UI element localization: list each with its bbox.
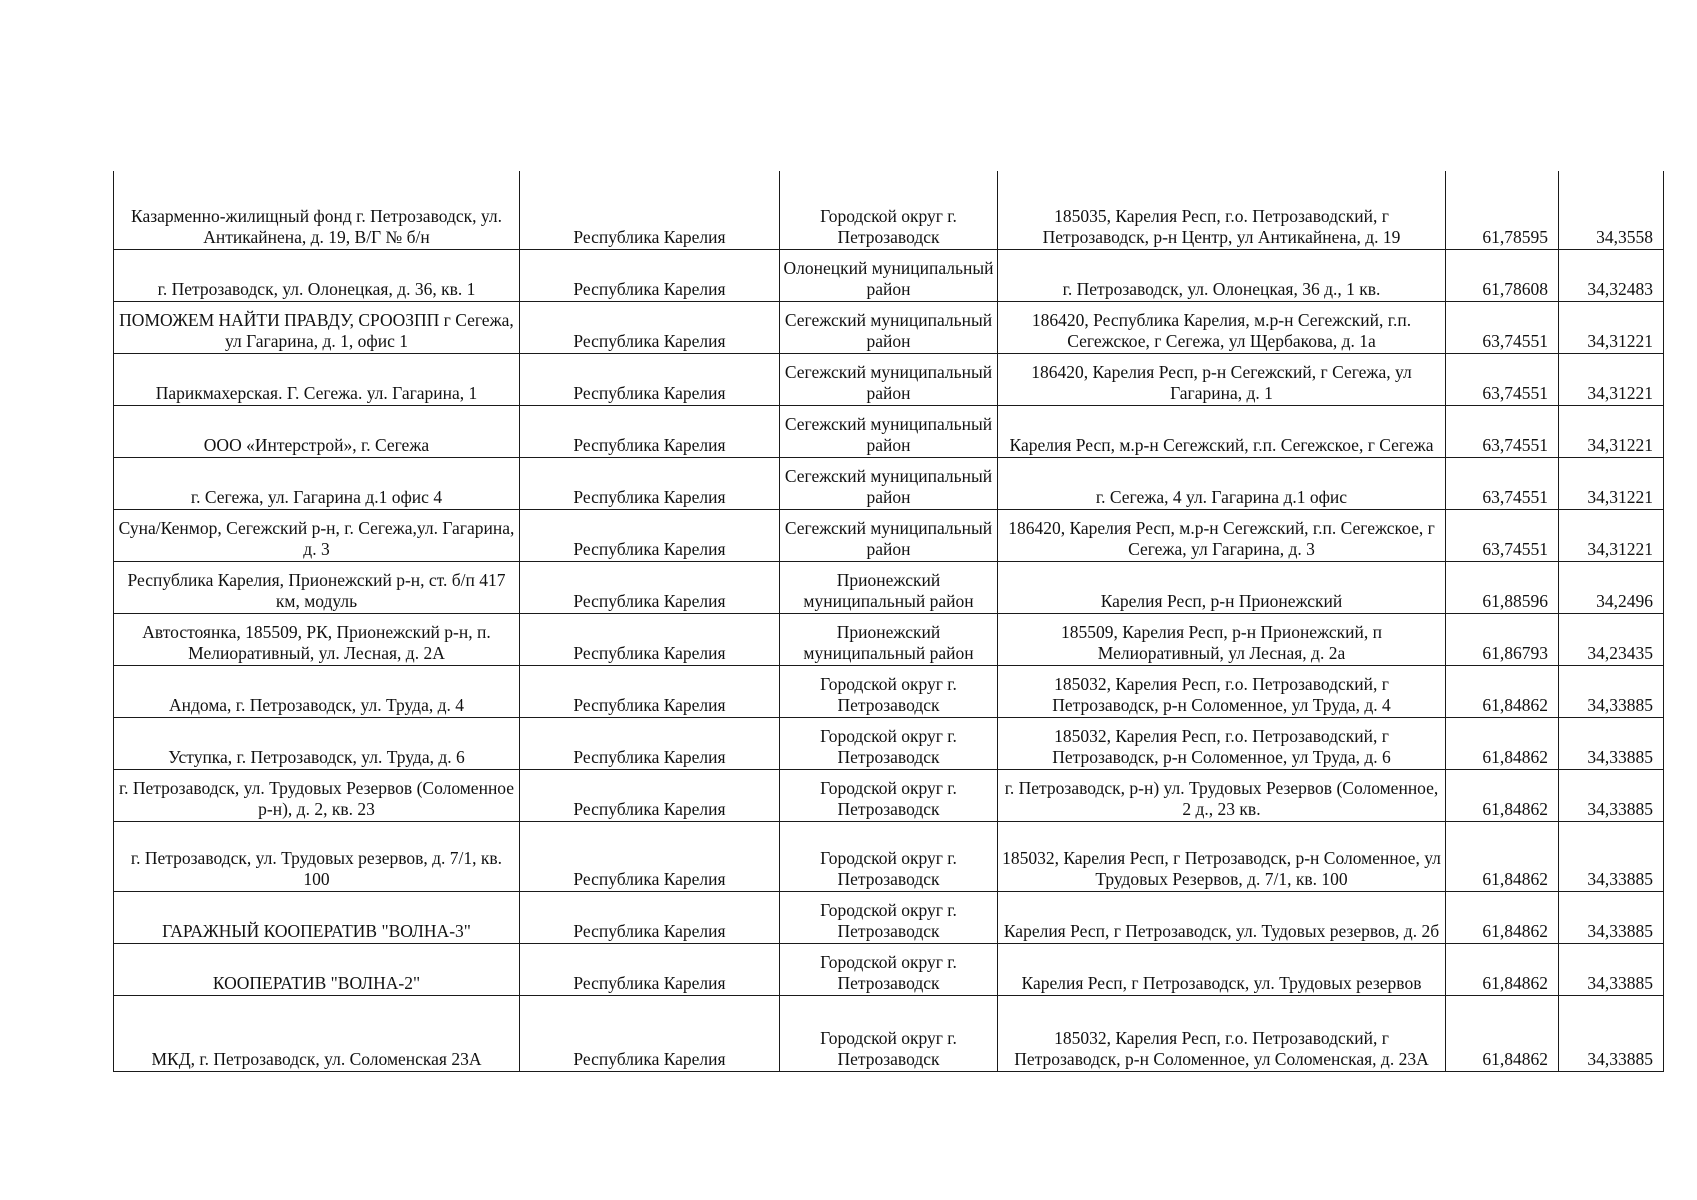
latitude-cell: 61,84862 <box>1446 821 1559 891</box>
address-cell: 185032, Карелия Респ, г Петрозаводск, р-н Соломенное, ул Трудовых Резервов, д. 7/1, кв. 100 <box>998 821 1446 891</box>
region-cell: Республика Карелия <box>520 301 780 353</box>
table-row <box>114 301 1664 353</box>
object-name-cell: г. Петрозаводск, ул. Олонецкая, д. 36, кв. 1 <box>114 249 520 301</box>
objects-table <box>113 171 1664 1072</box>
longitude-cell: 34,31221 <box>1559 509 1664 561</box>
address-cell: 186420, Республика Карелия, м.р-н Сегежский, г.п. Сегежское, г Сегежа, ул Щербакова, д. 1а <box>998 301 1446 353</box>
longitude-cell: 34,33885 <box>1559 665 1664 717</box>
latitude-cell: 63,74551 <box>1446 509 1559 561</box>
region-cell: Республика Карелия <box>520 943 780 995</box>
latitude-cell: 61,84862 <box>1446 769 1559 821</box>
municipality-cell: Городской округ г. Петрозаводск <box>780 769 998 821</box>
longitude-cell: 34,33885 <box>1559 995 1664 1071</box>
municipality-cell: Сегежский муниципальный район <box>780 301 998 353</box>
longitude-cell: 34,33885 <box>1559 891 1664 943</box>
object-name-cell: Парикмахерская. Г. Сегежа. ул. Гагарина, 1 <box>114 353 520 405</box>
municipality-cell: Городской округ г. Петрозаводск <box>780 891 998 943</box>
region-cell: Республика Карелия <box>520 665 780 717</box>
table-row <box>114 943 1664 995</box>
longitude-cell: 34,23435 <box>1559 613 1664 665</box>
municipality-cell: Городской округ г. Петрозаводск <box>780 943 998 995</box>
table-row <box>114 665 1664 717</box>
table-body <box>114 171 1664 1071</box>
region-cell: Республика Карелия <box>520 457 780 509</box>
region-cell: Республика Карелия <box>520 509 780 561</box>
table-row <box>114 457 1664 509</box>
table-row <box>114 769 1664 821</box>
latitude-cell: 61,84862 <box>1446 717 1559 769</box>
address-cell: 185509, Карелия Респ, р-н Прионежский, п Мелиоративный, ул Лесная, д. 2а <box>998 613 1446 665</box>
table-row <box>114 405 1664 457</box>
region-cell: Республика Карелия <box>520 405 780 457</box>
region-cell: Республика Карелия <box>520 561 780 613</box>
object-name-cell: Уступка, г. Петрозаводск, ул. Труда, д. 6 <box>114 717 520 769</box>
municipality-cell: Прионежский муниципальный район <box>780 613 998 665</box>
municipality-cell: Сегежский муниципальный район <box>780 353 998 405</box>
municipality-cell: Городской округ г. Петрозаводск <box>780 995 998 1071</box>
latitude-cell: 61,84862 <box>1446 891 1559 943</box>
latitude-cell: 61,84862 <box>1446 665 1559 717</box>
latitude-cell: 63,74551 <box>1446 301 1559 353</box>
municipality-cell: Сегежский муниципальный район <box>780 509 998 561</box>
object-name-cell: Республика Карелия, Прионежский р-н, ст. б/п 417 км, модуль <box>114 561 520 613</box>
table-row <box>114 717 1664 769</box>
address-cell: Карелия Респ, р-н Прионежский <box>998 561 1446 613</box>
longitude-cell: 34,3558 <box>1559 171 1664 249</box>
address-cell: Карелия Респ, м.р-н Сегежский, г.п. Сегежское, г Сегежа <box>998 405 1446 457</box>
object-name-cell: Суна/Кенмор, Сегежский р-н, г. Сегежа,ул. Гагарина, д. 3 <box>114 509 520 561</box>
address-cell: г. Петрозаводск, р-н) ул. Трудовых Резервов (Соломенное, 2 д., 23 кв. <box>998 769 1446 821</box>
latitude-cell: 61,88596 <box>1446 561 1559 613</box>
region-cell: Республика Карелия <box>520 249 780 301</box>
address-cell: 185032, Карелия Респ, г.о. Петрозаводский, г Петрозаводск, р-н Соломенное, ул Труда, д. 4 <box>998 665 1446 717</box>
latitude-cell: 61,86793 <box>1446 613 1559 665</box>
longitude-cell: 34,33885 <box>1559 943 1664 995</box>
object-name-cell: КООПЕРАТИВ "ВОЛНА-2" <box>114 943 520 995</box>
region-cell: Республика Карелия <box>520 891 780 943</box>
latitude-cell: 61,78595 <box>1446 171 1559 249</box>
latitude-cell: 61,84862 <box>1446 995 1559 1071</box>
municipality-cell: Сегежский муниципальный район <box>780 405 998 457</box>
object-name-cell: ООО «Интерстрой», г. Сегежа <box>114 405 520 457</box>
municipality-cell: Городской округ г. Петрозаводск <box>780 665 998 717</box>
municipality-cell: Городской округ г. Петрозаводск <box>780 717 998 769</box>
table-row <box>114 171 1664 249</box>
region-cell: Республика Карелия <box>520 171 780 249</box>
region-cell: Республика Карелия <box>520 717 780 769</box>
table-row <box>114 821 1664 891</box>
longitude-cell: 34,33885 <box>1559 769 1664 821</box>
longitude-cell: 34,31221 <box>1559 405 1664 457</box>
address-cell: 185032, Карелия Респ, г.о. Петрозаводский, г Петрозаводск, р-н Соломенное, ул Труда, д. 6 <box>998 717 1446 769</box>
object-name-cell: Казарменно-жилищный фонд г. Петрозаводск, ул. Антикайнена, д. 19, В/Г № б/н <box>114 171 520 249</box>
table-row <box>114 353 1664 405</box>
longitude-cell: 34,31221 <box>1559 457 1664 509</box>
address-cell: 186420, Карелия Респ, р-н Сегежский, г Сегежа, ул Гагарина, д. 1 <box>998 353 1446 405</box>
longitude-cell: 34,33885 <box>1559 717 1664 769</box>
table-row <box>114 613 1664 665</box>
object-name-cell: ПОМОЖЕМ НАЙТИ ПРАВДУ, СРООЗПП г Сегежа, ул Гагарина, д. 1, офис 1 <box>114 301 520 353</box>
table-row <box>114 561 1664 613</box>
municipality-cell: Прионежский муниципальный район <box>780 561 998 613</box>
object-name-cell: Андома, г. Петрозаводск, ул. Труда, д. 4 <box>114 665 520 717</box>
object-name-cell: МКД, г. Петрозаводск, ул. Соломенская 23А <box>114 995 520 1071</box>
address-cell: Карелия Респ, г Петрозаводск, ул. Трудовых резервов <box>998 943 1446 995</box>
region-cell: Республика Карелия <box>520 353 780 405</box>
latitude-cell: 63,74551 <box>1446 457 1559 509</box>
address-cell: г. Петрозаводск, ул. Олонецкая, 36 д., 1 кв. <box>998 249 1446 301</box>
longitude-cell: 34,2496 <box>1559 561 1664 613</box>
latitude-cell: 61,84862 <box>1446 943 1559 995</box>
region-cell: Республика Карелия <box>520 613 780 665</box>
region-cell: Республика Карелия <box>520 995 780 1071</box>
longitude-cell: 34,31221 <box>1559 301 1664 353</box>
address-cell: 186420, Карелия Респ, м.р-н Сегежский, г.п. Сегежское, г Сегежа, ул Гагарина, д. 3 <box>998 509 1446 561</box>
latitude-cell: 61,78608 <box>1446 249 1559 301</box>
object-name-cell: г. Петрозаводск, ул. Трудовых резервов, д. 7/1, кв. 100 <box>114 821 520 891</box>
latitude-cell: 63,74551 <box>1446 405 1559 457</box>
longitude-cell: 34,32483 <box>1559 249 1664 301</box>
table-row <box>114 249 1664 301</box>
address-cell: г. Сегежа, 4 ул. Гагарина д.1 офис <box>998 457 1446 509</box>
municipality-cell: Городской округ г. Петрозаводск <box>780 171 998 249</box>
municipality-cell: Олонецкий муниципальный район <box>780 249 998 301</box>
region-cell: Республика Карелия <box>520 769 780 821</box>
address-cell: Карелия Респ, г Петрозаводск, ул. Тудовых резервов, д. 2б <box>998 891 1446 943</box>
municipality-cell: Сегежский муниципальный район <box>780 457 998 509</box>
latitude-cell: 63,74551 <box>1446 353 1559 405</box>
region-cell: Республика Карелия <box>520 821 780 891</box>
address-cell: 185035, Карелия Респ, г.о. Петрозаводский, г Петрозаводск, р-н Центр, ул Антикайнена, д. 19 <box>998 171 1446 249</box>
object-name-cell: Автостоянка, 185509, РК, Прионежский р-н, п. Мелиоративный, ул. Лесная, д. 2А <box>114 613 520 665</box>
table-row <box>114 509 1664 561</box>
table-row <box>114 995 1664 1071</box>
longitude-cell: 34,33885 <box>1559 821 1664 891</box>
table-row <box>114 891 1664 943</box>
longitude-cell: 34,31221 <box>1559 353 1664 405</box>
object-name-cell: г. Петрозаводск, ул. Трудовых Резервов (Соломенное р-н), д. 2, кв. 23 <box>114 769 520 821</box>
object-name-cell: г. Сегежа, ул. Гагарина д.1 офис 4 <box>114 457 520 509</box>
object-name-cell: ГАРАЖНЫЙ КООПЕРАТИВ "ВОЛНА-3" <box>114 891 520 943</box>
address-cell: 185032, Карелия Респ, г.о. Петрозаводский, г Петрозаводск, р-н Соломенное, ул Соломенская, д. 23А <box>998 995 1446 1071</box>
municipality-cell: Городской округ г. Петрозаводск <box>780 821 998 891</box>
